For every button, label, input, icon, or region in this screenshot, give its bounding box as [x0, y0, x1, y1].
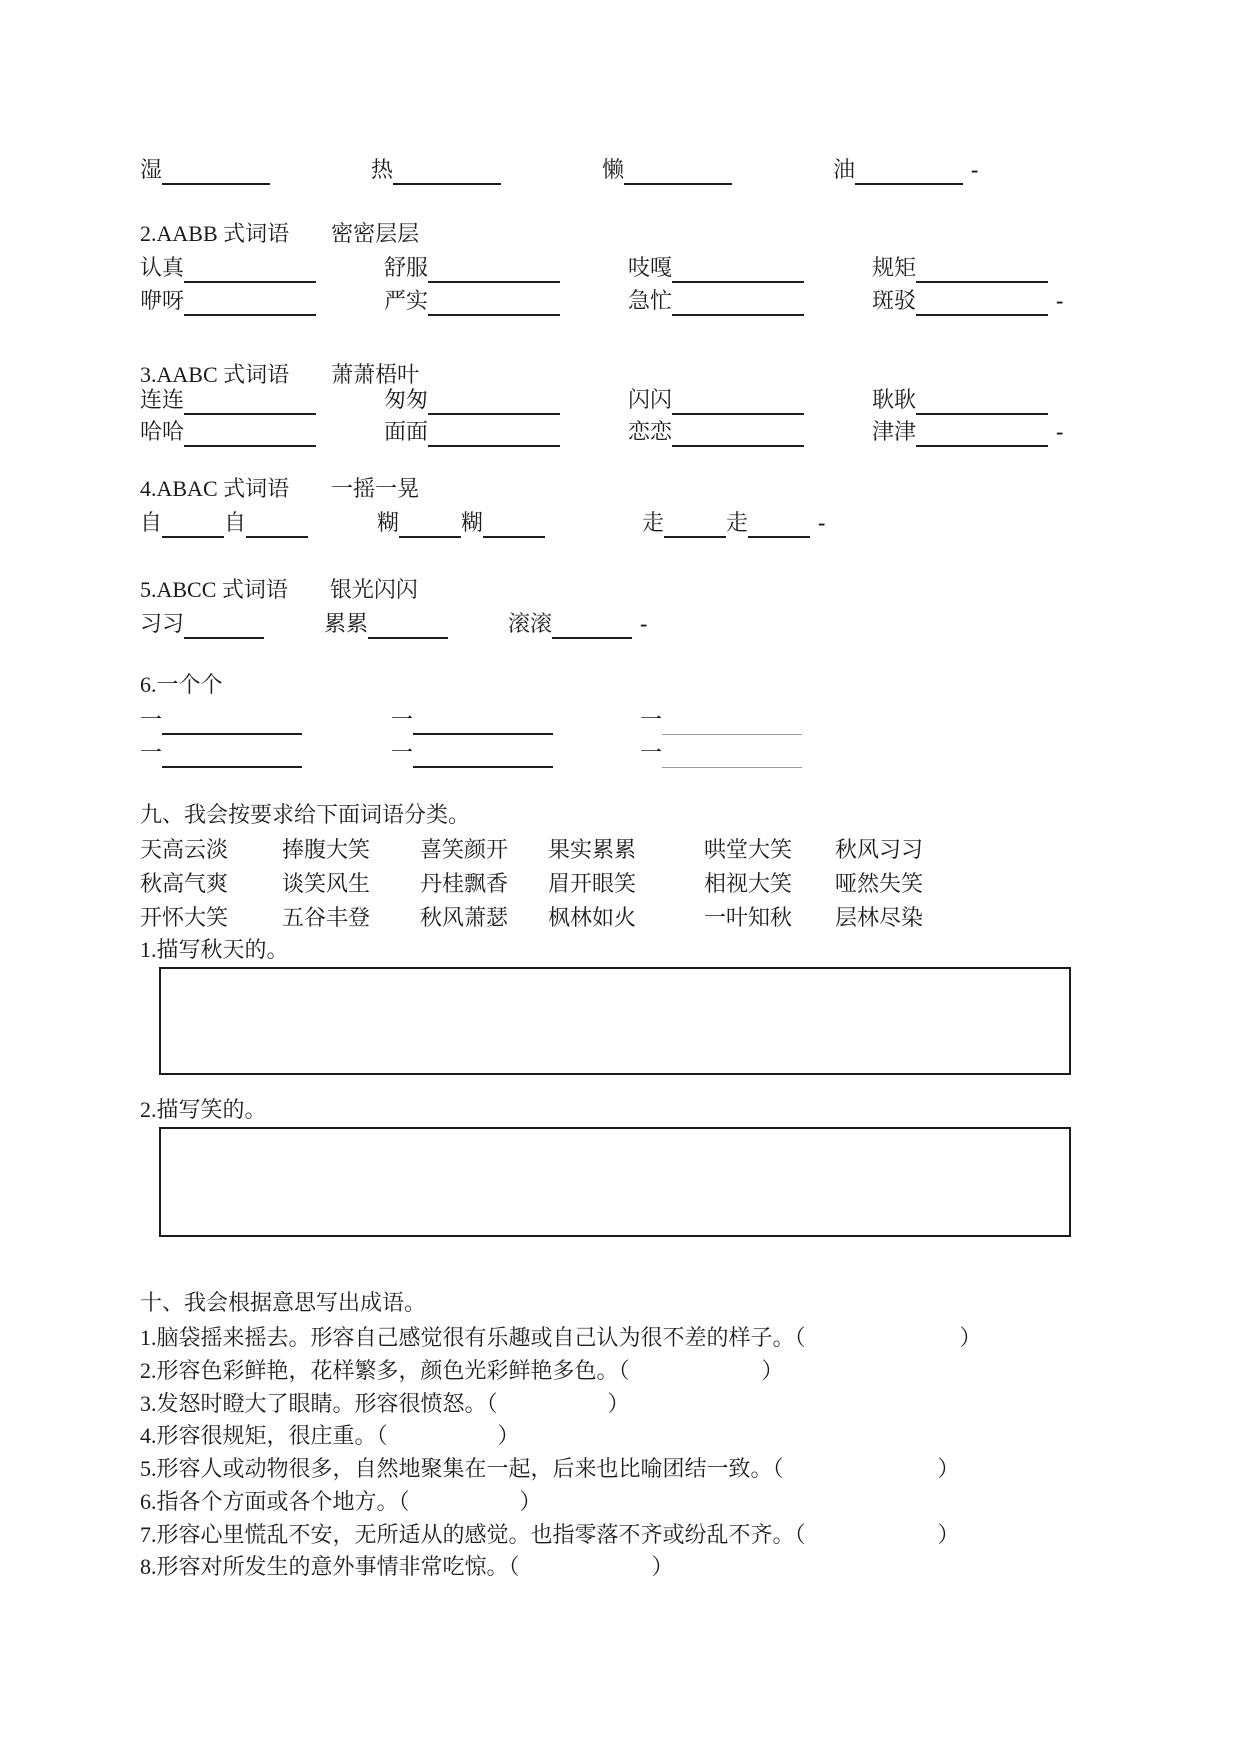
fill-label: 津津 — [872, 419, 917, 444]
word-item: 一叶知秋 — [704, 905, 793, 930]
word-item: 层林尽染 — [835, 905, 924, 930]
blank-line[interactable] — [916, 257, 1048, 283]
stray-dash: - — [640, 611, 648, 636]
fill-label: 自 — [224, 510, 247, 535]
blank-line[interactable] — [428, 290, 560, 316]
blank-line[interactable] — [184, 389, 316, 415]
blank-line[interactable] — [162, 709, 302, 735]
word-item: 五谷丰登 — [282, 905, 371, 930]
word-item: 哑然失笑 — [835, 871, 924, 896]
yigege-row-2 — [140, 738, 802, 768]
fill-label: 匆匆 — [384, 387, 429, 412]
idiom-item: 2.形容色彩鲜艳，花样繁多，颜色光彩鲜艳多色。（ ） — [140, 1357, 784, 1383]
pattern-row-top — [140, 155, 1064, 185]
blank-line[interactable] — [916, 421, 1048, 447]
section-number: 6. — [140, 672, 157, 697]
fill-item — [640, 738, 802, 768]
blank-line[interactable] — [162, 159, 270, 185]
section-example: 一摇一晃 — [331, 476, 420, 501]
section-title: 我会按要求给下面词语分类。 — [184, 802, 471, 827]
idiom-item: 5.形容人或动物很多，自然地聚集在一起，后来也比喻团结一致。（ ） — [140, 1456, 960, 1481]
blank-line[interactable] — [552, 613, 632, 639]
section-example: 银光闪闪 — [329, 577, 418, 602]
blank-line[interactable] — [672, 389, 804, 415]
fill-item — [872, 286, 1063, 316]
fill-label: 一 — [640, 740, 663, 765]
word-item: 天高云淡 — [140, 837, 229, 862]
word-item: 哄堂大笑 — [704, 837, 793, 862]
section-type-label: AABC 式词语 — [156, 362, 290, 387]
fill-item — [140, 385, 384, 415]
idiom-list — [140, 1322, 982, 1584]
word-item: 捧腹大笑 — [282, 837, 371, 862]
stray-dash: - — [1056, 419, 1064, 444]
fill-item — [628, 417, 872, 447]
blank-line[interactable] — [184, 257, 316, 283]
fill-label: 湿 — [140, 157, 163, 182]
blank-line[interactable] — [428, 389, 560, 415]
section-number: 十、 — [140, 1290, 185, 1315]
section-example: 密密层层 — [331, 221, 420, 246]
fill-label: 一 — [640, 707, 663, 732]
aabb-row-1 — [140, 253, 1048, 283]
fill-label: 累累 — [324, 611, 369, 636]
word-item: 秋高气爽 — [140, 871, 229, 896]
fill-item — [140, 286, 384, 316]
aabb-row-2 — [140, 286, 1063, 316]
blank-line[interactable] — [184, 290, 316, 316]
section-aabb-header — [140, 219, 419, 249]
blank-line[interactable] — [184, 421, 316, 447]
stray-dash: - — [971, 157, 979, 182]
fill-item — [384, 286, 628, 316]
fill-label: 走 — [642, 510, 665, 535]
fill-label: 糊 — [377, 510, 400, 535]
fill-item — [384, 385, 628, 415]
blank-line[interactable] — [748, 512, 810, 538]
fill-label: 哈哈 — [140, 419, 185, 444]
aabc-row-2 — [140, 417, 1063, 447]
fill-item — [872, 417, 1063, 447]
idiom-item: 6.指各个方面或各个地方。（ ） — [140, 1488, 542, 1514]
stray-dash: - — [818, 510, 826, 535]
classify-subtask-autumn: 1.描写秋天的。 — [140, 937, 289, 962]
idiom-item: 7.形容心里慌乱不安，无所适从的感觉。也指零落不齐或纷乱不齐。（ ） — [140, 1521, 960, 1547]
fill-label: 滚滚 — [508, 611, 553, 636]
fill-label: 连连 — [140, 387, 185, 412]
section-yigege-header — [140, 670, 223, 700]
fill-label: 恋恋 — [628, 419, 673, 444]
classify-subtask-laugh: 2.描写笑的。 — [140, 1097, 267, 1122]
fill-label: 习习 — [140, 611, 185, 636]
fill-label: 走 — [726, 510, 749, 535]
blank-line[interactable] — [184, 613, 264, 639]
section-example: 萧萧梧叶 — [331, 362, 420, 387]
section-number: 5. — [140, 577, 157, 602]
word-item: 秋风萧瑟 — [420, 905, 509, 930]
blank-line[interactable] — [483, 512, 545, 538]
section-type-label: ABCC 式词语 — [156, 577, 288, 602]
section-classify-header — [140, 800, 470, 830]
blank-line[interactable] — [428, 421, 560, 447]
fill-item — [140, 705, 391, 735]
blank-line[interactable] — [393, 159, 501, 185]
idiom-item: 8.形容对所发生的意外事情非常吃惊。（ ） — [140, 1554, 674, 1580]
answer-box-autumn[interactable] — [159, 967, 1071, 1075]
fill-item — [642, 508, 825, 538]
classify-words-row-3 — [140, 903, 923, 933]
fill-label: 面面 — [384, 419, 429, 444]
blank-line[interactable] — [664, 512, 726, 538]
blank-line[interactable] — [162, 742, 302, 768]
idiom-item: 1.脑袋摇来摇去。形容自己感觉很有乐趣或自己认为很不差的样子。（ ） — [140, 1325, 982, 1350]
word-item: 眉开眼笑 — [548, 871, 637, 896]
word-item: 相视大笑 — [704, 871, 793, 896]
blank-line[interactable] — [672, 421, 804, 447]
fill-item — [602, 155, 833, 185]
blank-line[interactable] — [916, 290, 1048, 316]
blank-line[interactable] — [624, 159, 732, 185]
fill-label: 一 — [391, 707, 414, 732]
section-title: 我会根据意思写出成语。 — [184, 1290, 427, 1315]
fill-label: 咿呀 — [140, 288, 185, 313]
fill-item — [140, 417, 384, 447]
fill-item — [508, 609, 647, 639]
fill-label: 斑驳 — [872, 288, 917, 313]
fill-label: 自 — [140, 510, 163, 535]
answer-box-laugh[interactable] — [159, 1127, 1071, 1237]
fill-item — [140, 508, 377, 538]
fill-item — [628, 286, 872, 316]
fill-item — [384, 253, 628, 283]
section-idioms-header — [140, 1288, 426, 1318]
blank-line[interactable] — [162, 512, 224, 538]
section-number: 3. — [140, 362, 157, 387]
abcc-row — [140, 609, 647, 639]
word-item: 秋风习习 — [835, 837, 924, 862]
fill-label: 吱嘎 — [628, 255, 673, 280]
fill-item — [384, 417, 628, 447]
fill-item — [872, 253, 1048, 283]
fill-label: 耿耿 — [872, 387, 917, 412]
section-title: 一个个 — [156, 672, 223, 697]
aabc-row-1 — [140, 385, 1048, 415]
fill-item — [324, 609, 508, 639]
blank-line[interactable] — [413, 709, 553, 735]
blank-line[interactable] — [413, 742, 553, 768]
word-item: 果实累累 — [548, 837, 637, 862]
fill-item — [391, 705, 640, 735]
section-type-label: ABAC 式词语 — [156, 476, 290, 501]
fill-label: 糊 — [461, 510, 484, 535]
blank-line[interactable] — [428, 257, 560, 283]
fill-label: 油 — [833, 157, 856, 182]
fill-item — [640, 705, 802, 735]
word-item: 枫林如火 — [548, 905, 637, 930]
blank-line[interactable] — [672, 290, 804, 316]
section-abac-header — [140, 474, 419, 504]
fill-label: 认真 — [140, 255, 185, 280]
fill-label: 急忙 — [628, 288, 673, 313]
blank-line[interactable] — [662, 709, 802, 735]
section-number: 4. — [140, 476, 157, 501]
fill-label: 一 — [140, 707, 163, 732]
blank-line[interactable] — [662, 742, 802, 768]
section-number: 九、 — [140, 802, 185, 827]
fill-label: 一 — [391, 740, 414, 765]
fill-item — [628, 253, 872, 283]
word-item: 开怀大笑 — [140, 905, 229, 930]
fill-item — [833, 155, 1064, 185]
fill-item — [140, 609, 324, 639]
fill-item — [140, 253, 384, 283]
fill-item — [377, 508, 642, 538]
stray-dash: - — [1056, 288, 1064, 313]
fill-label: 舒服 — [384, 255, 429, 280]
blank-line[interactable] — [855, 159, 963, 185]
idiom-item: 4.形容很规矩，很庄重。（ ） — [140, 1423, 520, 1449]
classify-words-row-2 — [140, 869, 923, 899]
blank-line[interactable] — [368, 613, 448, 639]
fill-item — [371, 155, 602, 185]
fill-label: 热 — [371, 157, 394, 182]
classify-words-row-1 — [140, 835, 923, 865]
fill-label: 规矩 — [872, 255, 917, 280]
fill-label: 一 — [140, 740, 163, 765]
blank-line[interactable] — [916, 389, 1048, 415]
word-item: 丹桂飘香 — [420, 871, 509, 896]
fill-item — [391, 738, 640, 768]
section-type-label: AABB 式词语 — [156, 221, 290, 246]
fill-label: 懒 — [602, 157, 625, 182]
fill-item — [872, 385, 1048, 415]
blank-line[interactable] — [672, 257, 804, 283]
fill-label: 闪闪 — [628, 387, 673, 412]
fill-item — [140, 738, 391, 768]
fill-label: 严实 — [384, 288, 429, 313]
section-abcc-header — [140, 575, 418, 605]
idiom-item: 3.发怒时瞪大了眼睛。形容很愤怒。（ ） — [140, 1390, 630, 1416]
word-item: 谈笑风生 — [282, 871, 371, 896]
section-number: 2. — [140, 221, 157, 246]
fill-item — [628, 385, 872, 415]
yigege-row-1 — [140, 705, 802, 735]
abac-row — [140, 508, 825, 538]
blank-line[interactable] — [246, 512, 308, 538]
fill-item — [140, 155, 371, 185]
blank-line[interactable] — [399, 512, 461, 538]
word-item: 喜笑颜开 — [420, 837, 509, 862]
